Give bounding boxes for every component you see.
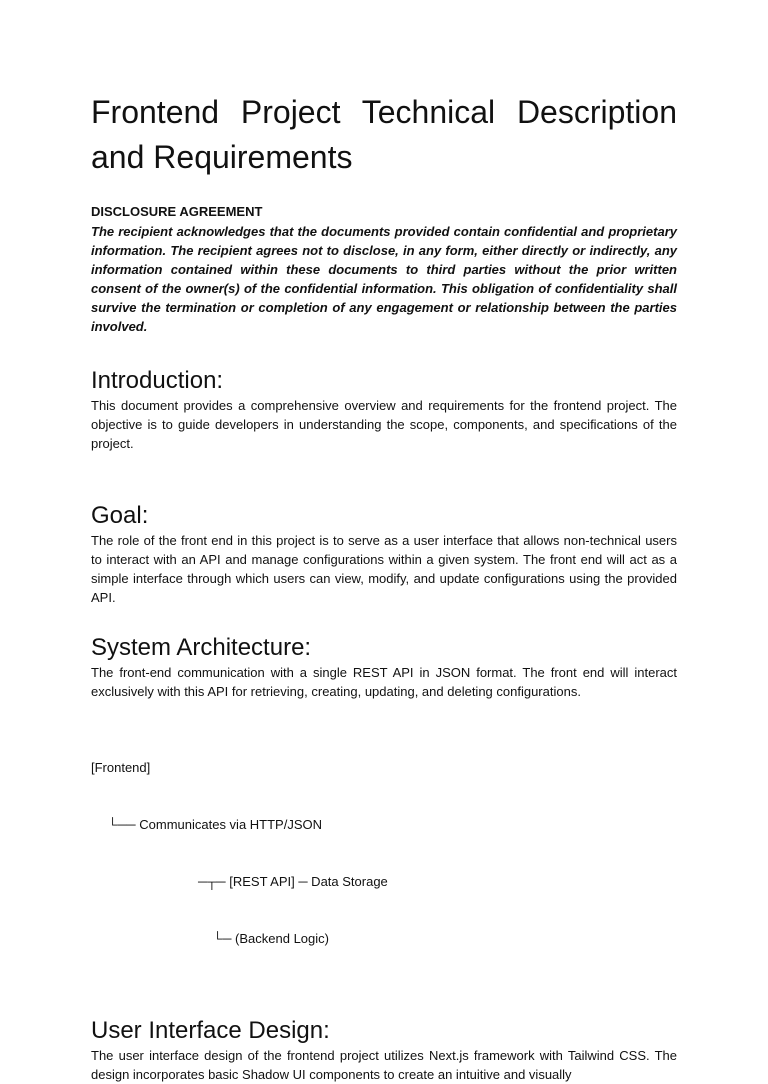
document-title: Frontend Project Technical Description and Requirements bbox=[91, 94, 677, 175]
ui-design-heading: User Interface Design: bbox=[91, 1017, 330, 1044]
section-goal bbox=[91, 501, 677, 607]
introduction-heading: Introduction: bbox=[91, 367, 224, 394]
section-introduction bbox=[91, 366, 677, 453]
diagram-line-rest-api: ─┬─ [REST API] ─ Data Storage bbox=[198, 874, 388, 889]
section-system-architecture bbox=[91, 633, 677, 986]
disclosure-block bbox=[91, 203, 677, 336]
diagram-line-frontend: [Frontend] bbox=[91, 760, 151, 775]
section-user-interface-design bbox=[91, 1016, 677, 1084]
goal-body: The role of the front end in this project is to serve as a user interface that allows non-technical users to interact with an API and manage configurations within a given system. The front end will act as a simple interface through which users can view, modify, and update configurations using the provided API. bbox=[91, 533, 677, 605]
diagram-line-backend-logic: └─ (Backend Logic) bbox=[213, 931, 329, 946]
introduction-body: This document provides a comprehensive overview and requirements for the frontend project. The objective is to guide developers in understanding the scope, components, and specifications of the project. bbox=[91, 398, 677, 451]
architecture-body: The front-end communication with a single REST API in JSON format. The front end will interact exclusively with this API for retrieving, creating, updating, and deleting configurations. bbox=[91, 665, 677, 699]
disclosure-heading: DISCLOSURE AGREEMENT bbox=[91, 204, 263, 219]
diagram-line-communicates: └── Communicates via HTTP/JSON bbox=[108, 817, 323, 832]
ui-design-body: The user interface design of the frontend project utilizes Next.js framework with Tailwind CSS. The design incorporates basic Shadow UI components to create an intuitive and visually bbox=[91, 1048, 677, 1082]
architecture-diagram bbox=[91, 720, 677, 986]
architecture-heading: System Architecture: bbox=[91, 634, 312, 661]
goal-heading: Goal: bbox=[91, 502, 149, 529]
disclosure-body: The recipient acknowledges that the documents provided contain confidential and proprietary information. The recipient agrees not to disclose, in any form, either directly or indirectly, any information contained within these documents to third parties without the prior written consent of the owner(s) of the confidential information. This obligation of confidentiality shall survive the termination or completion of any engagement or relationship between the parties involved. bbox=[91, 224, 677, 334]
